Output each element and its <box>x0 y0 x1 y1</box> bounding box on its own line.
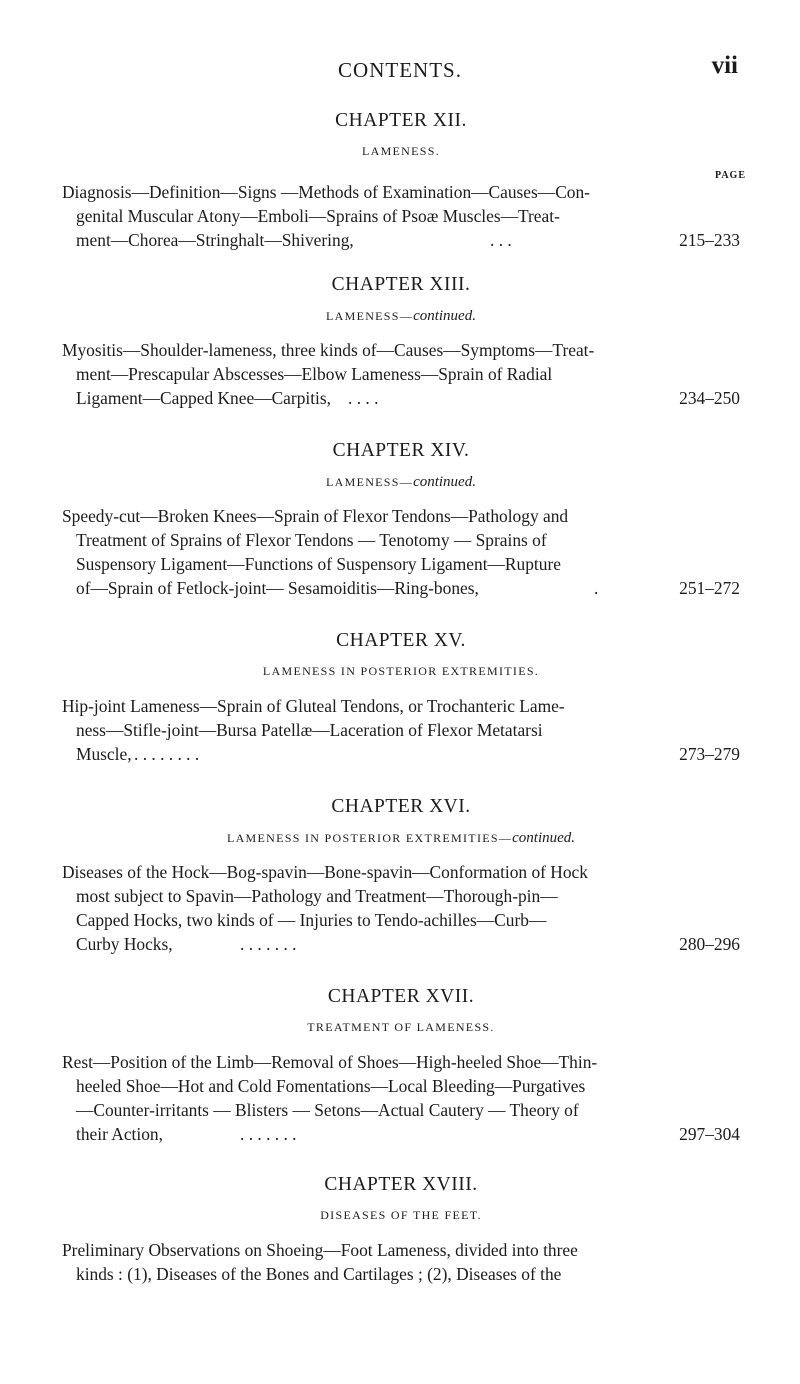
summary-line-last <box>62 932 740 956</box>
summary-line-last <box>62 386 740 410</box>
chapter-xvi <box>62 796 740 956</box>
chapter-heading: CHAPTER XIV. <box>332 440 470 461</box>
summary-line: Preliminary Observations on Shoeing—Foot Lameness, divided into three <box>62 1240 578 1260</box>
summary-text: ment—Chorea—Stringhalt—Shivering, <box>76 230 354 250</box>
chapter-heading: CHAPTER XV. <box>336 630 466 651</box>
summary-line: ment—Prescapular Abscesses—Elbow Lameness—Sprain of Radial <box>76 364 553 384</box>
summary-line: Suspensory Ligament—Functions of Suspensory Ligament—Rupture <box>76 554 561 574</box>
chapter-summary <box>62 860 740 956</box>
summary-line: Diagnosis—Definition—Signs —Methods of Examination—Causes—Con- <box>62 182 590 202</box>
chapter-xiv <box>62 440 740 600</box>
summary-line: ness—Stifle-joint—Bursa Patellæ—Laceration of Flexor Metatarsi <box>76 720 543 740</box>
chapter-subtitle: DISEASES OF THE FEET. <box>320 1208 482 1222</box>
chapter-subtitle: TREATMENT OF LAMENESS. <box>307 1020 495 1034</box>
page-column-label: PAGE <box>714 170 746 181</box>
chapter-heading: CHAPTER XVIII. <box>324 1174 478 1195</box>
page-range: 215–233 <box>679 230 740 250</box>
chapter-xiii <box>62 274 740 410</box>
chapter-heading: CHAPTER XVII. <box>327 986 475 1007</box>
chapter-subtitle: LAMENESS. <box>361 144 441 158</box>
page-range: 280–296 <box>679 934 740 954</box>
chapter-summary <box>62 180 740 252</box>
summary-line: heeled Shoe—Hot and Cold Fomentations—Local Bleeding—Purgatives <box>76 1076 586 1096</box>
leader-dots: . . . <box>490 230 512 250</box>
chapter-summary <box>62 338 740 410</box>
leader-dots: . <box>594 578 599 598</box>
summary-line: Diseases of the Hock—Bog-spavin—Bone-spavin—Conformation of Hock <box>62 862 588 882</box>
summary-line: Capped Hocks, two kinds of — Injuries to Tendo-achilles—Curb— <box>76 910 547 930</box>
summary-line: Myositis—Shoulder-lameness, three kinds of—Causes—Symptoms—Treat- <box>62 340 595 360</box>
chapter-subtitle: LAMENESS—continued. <box>326 474 476 490</box>
summary-text: their Action, <box>76 1124 163 1144</box>
summary-line-last <box>62 228 740 252</box>
summary-line: Hip-joint Lameness—Sprain of Gluteal Tendons, or Trochanteric Lame- <box>62 696 565 716</box>
chapter-subtitle: LAMENESS IN POSTERIOR EXTREMITIES—continued. <box>226 830 576 846</box>
chapter-xvii <box>62 986 740 1146</box>
running-head <box>0 52 800 92</box>
summary-line: Rest—Position of the Limb—Removal of Shoes—High-heeled Shoe—Thin- <box>62 1052 598 1072</box>
chapter-summary <box>62 1050 740 1146</box>
page-range: 251–272 <box>679 578 740 598</box>
summary-line: most subject to Spavin—Pathology and Treatment—Thorough-pin— <box>76 886 558 906</box>
chapter-heading: CHAPTER XII. <box>335 110 467 131</box>
chapter-xviii <box>62 1174 740 1286</box>
leader-dots: . . . . . . . . <box>134 744 200 764</box>
summary-line-last <box>62 1122 740 1146</box>
page-number: vii <box>711 52 738 79</box>
chapter-heading: CHAPTER XIII. <box>331 274 471 295</box>
page-range: 273–279 <box>679 744 740 764</box>
summary-text: Muscle, <box>76 744 132 764</box>
summary-text: Curby Hocks, <box>76 934 173 954</box>
summary-line: kinds : (1), Diseases of the Bones and Cartilages ; (2), Diseases of the <box>76 1264 562 1284</box>
summary-line: genital Muscular Atony—Emboli—Sprains of Psoæ Muscles—Treat- <box>76 206 560 226</box>
summary-line: —Counter-irritants — Blisters — Setons—Actual Cautery — Theory of <box>76 1100 579 1120</box>
page-range: 234–250 <box>679 388 740 408</box>
leader-dots: . . . . . . . <box>240 1124 297 1144</box>
chapter-heading: CHAPTER XVI. <box>331 796 471 817</box>
summary-text: of—Sprain of Fetlock-joint— Sesamoiditis—Ring-bones, <box>76 578 479 598</box>
summary-line: Speedy-cut—Broken Knees—Sprain of Flexor Tendons—Pathology and <box>62 506 569 526</box>
leader-dots: . . . . . . . <box>240 934 297 954</box>
chapter-xii <box>62 110 746 252</box>
running-title: CONTENTS. <box>338 58 462 82</box>
chapter-subtitle: LAMENESS IN POSTERIOR EXTREMITIES. <box>262 664 540 678</box>
leader-dots: . . . . <box>348 388 379 408</box>
chapter-summary <box>62 504 740 600</box>
summary-line-last <box>62 742 740 766</box>
chapter-summary <box>62 1238 740 1286</box>
summary-line-last <box>62 576 740 600</box>
summary-line: Treatment of Sprains of Flexor Tendons — Tenotomy — Sprains of <box>76 530 547 550</box>
page-range: 297–304 <box>679 1124 740 1144</box>
chapter-summary <box>62 694 740 766</box>
summary-text: Ligament—Capped Knee—Carpitis, <box>76 388 332 408</box>
chapter-subtitle: LAMENESS—continued. <box>326 308 476 324</box>
chapter-xv <box>62 630 740 766</box>
